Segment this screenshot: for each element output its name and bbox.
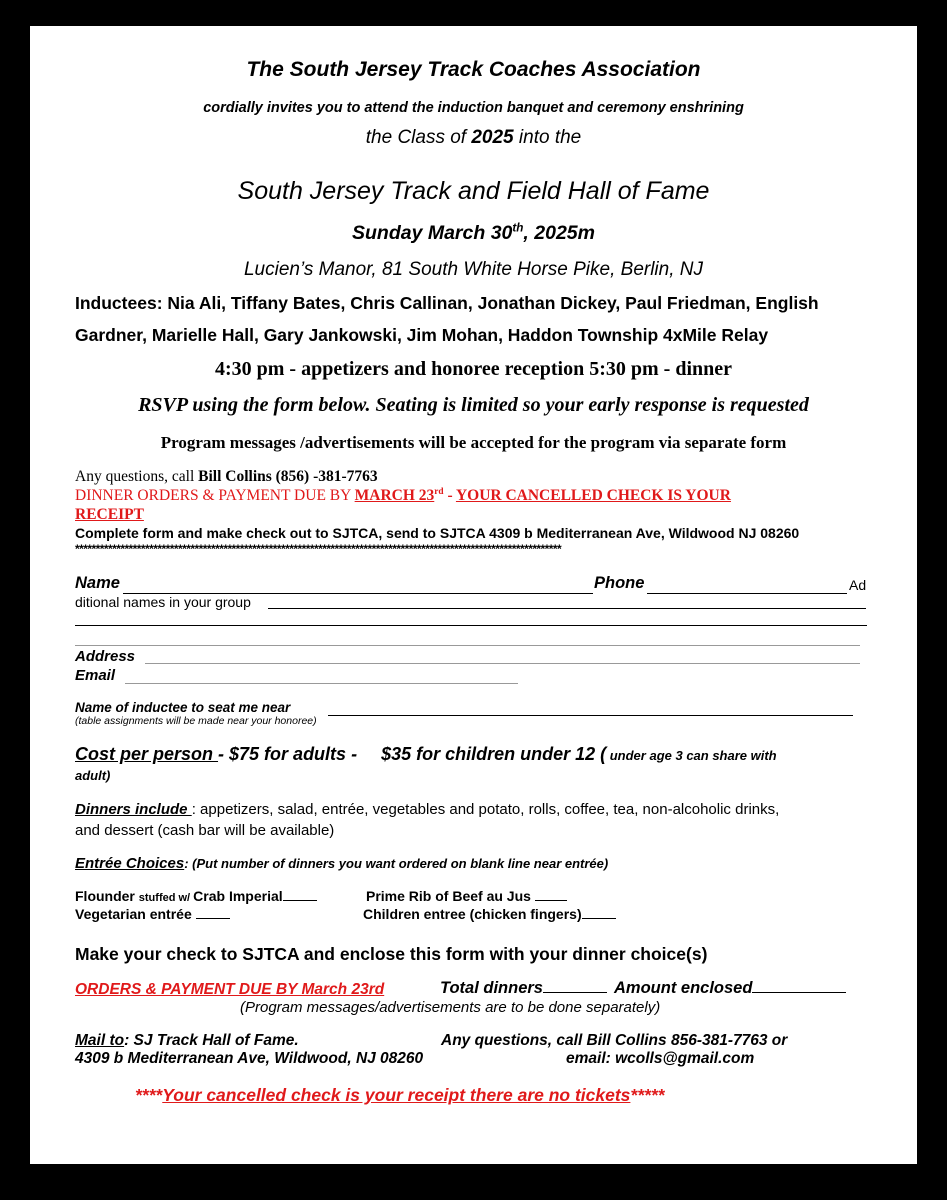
dinners-text-a: : appetizers, salad, entrée, vegetables and potato, rolls, coffee, tea, non-alcoholic drinks,: [191, 801, 780, 818]
rsvp-form-document: [30, 26, 917, 1164]
vegetarian-qty-line[interactable]: [196, 918, 230, 919]
date-sup: th: [512, 221, 524, 235]
name-label: Name: [75, 574, 120, 592]
children-option: [363, 906, 616, 922]
program-separate-note: (Program messages/advertisements are to be done separately): [240, 999, 661, 1016]
footer-questions: Any questions, call Bill Collins 856-381-7763 or: [441, 1032, 788, 1049]
total-dinners-label: Total dinners: [440, 979, 543, 997]
due-line: [75, 487, 731, 505]
flounder-a: Flounder: [75, 888, 139, 904]
cost-label: Cost per person: [75, 744, 219, 764]
address-input-line-1[interactable]: [75, 645, 860, 646]
flounder-option: [75, 888, 317, 904]
flounder-small: stuffed w/: [138, 892, 194, 904]
vegetarian-label: Vegetarian entrée: [75, 906, 196, 922]
separator-stars: **********************************************************************************************************************: [75, 542, 562, 556]
orders-due: ORDERS & PAYMENT DUE BY March 23rd: [75, 981, 385, 998]
receipt-a: YOUR CANCELLED CHECK IS YOUR: [455, 487, 731, 504]
date-post: , 2025m: [523, 222, 595, 244]
cost-note-a: under age 3 can share with: [606, 748, 777, 763]
address-input-line[interactable]: [145, 663, 860, 664]
receipt-b: RECEIPT: [75, 506, 144, 523]
date-main: Sunday March 30: [352, 222, 513, 244]
inductee-note: (table assignments will be made near your honoree): [75, 715, 317, 727]
additional-names-line-2[interactable]: [75, 625, 867, 626]
rsvp-a: RSVP using the form below: [138, 394, 366, 416]
class-year: 2025: [471, 127, 514, 148]
vegetarian-option: [75, 906, 230, 922]
prime-rib-option: [366, 888, 567, 904]
footer-email: email: wcolls@gmail.com: [566, 1050, 755, 1067]
no-tickets-line: [135, 1085, 664, 1106]
mail-address: 4309 b Mediterranean Ave, Wildwood, NJ 08260: [75, 1050, 424, 1067]
complete-b: , send to SJTCA 4309 b Mediterranean Ave, Wildwood NJ 08260: [378, 525, 800, 541]
mail-name: : SJ Track Hall of Fame.: [124, 1032, 299, 1049]
dinners-line: [75, 801, 779, 818]
email-label: Email: [75, 667, 116, 684]
cost-adults: - $75 for adults -: [218, 744, 358, 764]
due-sep: -: [443, 487, 456, 504]
inductees-line-1: Inductees: Nia Ali, Tiffany Bates, Chris Callinan, Jonathan Dickey, Paul Friedman, English: [75, 293, 819, 313]
amount-enclosed-label: Amount enclosed: [614, 979, 753, 997]
rsvp-line: [30, 394, 917, 417]
schedule: 4:30 pm - appetizers and honoree reception 5:30 pm - dinner: [214, 358, 732, 380]
cost-note-b: adult): [75, 768, 111, 783]
inductee-label: Name of inductee to seat me near: [75, 700, 291, 715]
stars-left: ****: [135, 1085, 163, 1105]
complete-a: Complete form and make check out to SJTCA: [75, 525, 379, 541]
dinners-label: Dinners include: [75, 801, 192, 818]
class-post: into the: [513, 127, 582, 148]
mail-to-line: [75, 1032, 299, 1050]
cost-children: $35 for children under 12 (: [381, 744, 607, 764]
event-date: [30, 222, 917, 245]
hall-title: South Jersey Track and Field Hall of Fame: [237, 177, 710, 205]
inductee-input-line[interactable]: [328, 715, 853, 716]
class-pre: the Class of: [365, 127, 472, 148]
questions-contact: Bill Collins (856) -381-7763: [198, 468, 378, 485]
program-note: Program messages /advertisements will be accepted for the program via separate form: [160, 433, 787, 452]
questions-line: [75, 468, 378, 486]
prime-rib-qty-line[interactable]: [535, 900, 567, 901]
entree-line: [75, 855, 608, 872]
amount-enclosed-field: [614, 979, 846, 998]
entree-label: Entrée Choices: [75, 855, 185, 872]
check-instructions: Make your check to SJTCA and enclose this form with your dinner choice(s): [75, 944, 708, 964]
dinners-text-b: and dessert (cash bar will be available): [75, 822, 335, 839]
total-dinners-input[interactable]: [543, 992, 607, 993]
amount-enclosed-input[interactable]: [752, 992, 846, 993]
org-title: The South Jersey Track Coaches Association: [246, 58, 701, 81]
no-tickets-text: Your cancelled check is your receipt there are no tickets: [162, 1085, 631, 1105]
phone-label: Phone: [594, 574, 645, 592]
due-date: MARCH 23: [354, 487, 435, 504]
due-pre: DINNER ORDERS & PAYMENT DUE BY: [75, 487, 355, 504]
flounder-qty-line[interactable]: [283, 900, 317, 901]
inductees-line-2: Gardner, Marielle Hall, Gary Jankowski, Jim Mohan, Haddon Township 4xMile Relay: [75, 325, 769, 345]
email-input-line[interactable]: [125, 683, 518, 684]
class-line: [30, 127, 917, 149]
invite-line: cordially invites you to attend the induction banquet and ceremony enshrining: [203, 100, 744, 116]
cost-line: [75, 744, 777, 765]
stars-right: *****: [630, 1085, 665, 1105]
mail-label: Mail to: [75, 1032, 125, 1049]
children-entree-label: Children entree (chicken fingers): [363, 906, 582, 922]
additional-names-label: ditional names in your group: [75, 594, 251, 610]
additional-names-line[interactable]: [268, 608, 866, 609]
total-dinners-field: [440, 979, 607, 998]
children-qty-line[interactable]: [582, 918, 616, 919]
address-label: Address: [75, 648, 136, 665]
flounder-b: Crab Imperial: [193, 888, 283, 904]
entree-note: : (Put number of dinners you want ordered on blank line near entrée): [184, 856, 609, 871]
phone-input-line[interactable]: [647, 593, 847, 594]
questions-pre: Any questions, call: [75, 468, 199, 485]
due-sup: rd: [434, 486, 444, 497]
prime-rib-label: Prime Rib of Beef au Jus: [366, 888, 535, 904]
venue: Lucien’s Manor, 81 South White Horse Pike, Berlin, NJ: [243, 259, 704, 280]
ad-label: Ad: [849, 577, 867, 593]
rsvp-b: . Seating is limited so your early response is requested: [365, 394, 809, 416]
complete-line: [75, 525, 799, 541]
